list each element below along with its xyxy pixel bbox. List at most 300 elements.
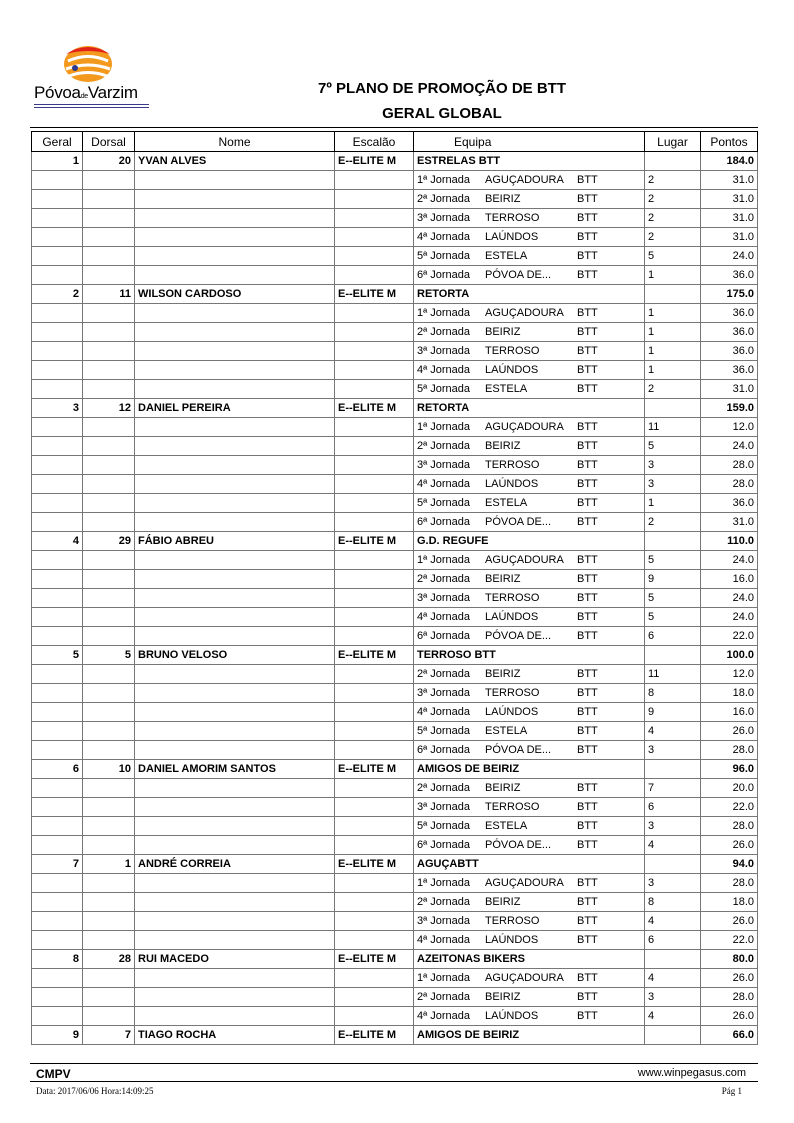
- cell-equipa: RETORTA: [414, 285, 645, 304]
- stage-modality: BTT: [577, 478, 598, 490]
- cell-geral: [32, 665, 83, 684]
- cell-stage: [414, 912, 645, 931]
- cell-pontos: 28.0: [701, 741, 758, 760]
- cell-pontos: 31.0: [701, 513, 758, 532]
- cell-equipa: AGUÇABTT: [414, 855, 645, 874]
- cell-geral: [32, 608, 83, 627]
- cell-geral: 8: [32, 950, 83, 969]
- cell-geral: [32, 342, 83, 361]
- stage-modality: BTT: [577, 554, 598, 566]
- cell-nome: [135, 665, 335, 684]
- cell-stage: [414, 266, 645, 285]
- cell-stage: [414, 361, 645, 380]
- cell-stage: [414, 190, 645, 209]
- cell-pontos: 24.0: [701, 589, 758, 608]
- table-row-rider: [32, 1026, 758, 1045]
- cell-geral: [32, 171, 83, 190]
- cell-nome: [135, 836, 335, 855]
- cell-stage: [414, 969, 645, 988]
- cell-dorsal: [83, 551, 135, 570]
- cell-pontos: 24.0: [701, 247, 758, 266]
- cell-stage: [414, 817, 645, 836]
- footer-divider-2: [30, 1081, 758, 1082]
- stage-jornada: 3ª Jornada: [417, 687, 470, 699]
- footer-divider: [30, 1063, 758, 1064]
- cell-geral: [32, 228, 83, 247]
- cell-lugar: [645, 285, 701, 304]
- table-row-stage: [32, 969, 758, 988]
- cell-pontos: 24.0: [701, 551, 758, 570]
- cell-escalao: [335, 969, 414, 988]
- cell-nome: [135, 418, 335, 437]
- cell-nome: [135, 874, 335, 893]
- cell-lugar: 6: [645, 931, 701, 950]
- cell-escalao: E--ELITE M: [335, 152, 414, 171]
- stage-jornada: 4ª Jornada: [417, 364, 470, 376]
- stage-modality: BTT: [577, 459, 598, 471]
- cell-stage: [414, 494, 645, 513]
- stage-local: ESTELA: [485, 725, 528, 737]
- stage-modality: BTT: [577, 174, 598, 186]
- table-row-stage: [32, 893, 758, 912]
- cell-pontos: 36.0: [701, 304, 758, 323]
- cell-lugar: 5: [645, 608, 701, 627]
- cell-stage: [414, 703, 645, 722]
- cell-stage: [414, 380, 645, 399]
- cell-dorsal: [83, 171, 135, 190]
- stage-jornada: 6ª Jornada: [417, 744, 470, 756]
- cell-stage: [414, 437, 645, 456]
- cell-escalao: [335, 741, 414, 760]
- cell-lugar: 8: [645, 893, 701, 912]
- cell-dorsal: [83, 988, 135, 1007]
- cell-lugar: 5: [645, 437, 701, 456]
- stage-modality: BTT: [577, 364, 598, 376]
- stage-local: PÓVOA DE...: [485, 744, 552, 756]
- cell-geral: [32, 988, 83, 1007]
- cell-lugar: 4: [645, 1007, 701, 1026]
- cell-lugar: 6: [645, 798, 701, 817]
- cell-lugar: 2: [645, 190, 701, 209]
- table-row-stage: [32, 931, 758, 950]
- cell-stage: [414, 684, 645, 703]
- stage-local: LAÚNDOS: [485, 1010, 539, 1022]
- cell-lugar: 1: [645, 494, 701, 513]
- cell-escalao: [335, 893, 414, 912]
- cell-stage: [414, 342, 645, 361]
- cell-dorsal: [83, 608, 135, 627]
- stage-local: PÓVOA DE...: [485, 839, 552, 851]
- cell-lugar: 2: [645, 380, 701, 399]
- cell-stage: [414, 589, 645, 608]
- cell-geral: [32, 798, 83, 817]
- table-row-rider: [32, 950, 758, 969]
- cell-pontos: 28.0: [701, 874, 758, 893]
- stage-jornada: 3ª Jornada: [417, 212, 470, 224]
- col-header-dorsal: Dorsal: [83, 132, 135, 152]
- cell-escalao: E--ELITE M: [335, 855, 414, 874]
- table-row-stage: [32, 380, 758, 399]
- stage-local: TERROSO: [485, 801, 540, 813]
- cell-geral: [32, 361, 83, 380]
- cell-lugar: 4: [645, 912, 701, 931]
- table-row-stage: [32, 171, 758, 190]
- cell-stage: [414, 171, 645, 190]
- table-row-rider: [32, 760, 758, 779]
- table-row-stage: [32, 437, 758, 456]
- cell-lugar: [645, 399, 701, 418]
- cell-geral: 9: [32, 1026, 83, 1045]
- cell-geral: [32, 323, 83, 342]
- stage-jornada: 5ª Jornada: [417, 383, 470, 395]
- stage-jornada: 1ª Jornada: [417, 972, 470, 984]
- table-header-row: [32, 132, 758, 152]
- table-row-stage: [32, 323, 758, 342]
- cell-escalao: [335, 266, 414, 285]
- stage-jornada: 1ª Jornada: [417, 174, 470, 186]
- cell-geral: [32, 893, 83, 912]
- stage-local: BEIRIZ: [485, 991, 521, 1003]
- cell-nome: [135, 798, 335, 817]
- cell-pontos: 16.0: [701, 703, 758, 722]
- cell-dorsal: [83, 190, 135, 209]
- cell-stage: [414, 627, 645, 646]
- stage-modality: BTT: [577, 915, 598, 927]
- table-row-rider: [32, 399, 758, 418]
- povoa-de-varzim-logo: [30, 42, 154, 114]
- cell-pontos: 94.0: [701, 855, 758, 874]
- stage-modality: BTT: [577, 934, 598, 946]
- stage-local: TERROSO: [485, 687, 540, 699]
- cell-pontos: 22.0: [701, 931, 758, 950]
- cell-nome: [135, 323, 335, 342]
- cell-geral: [32, 969, 83, 988]
- stage-local: TERROSO: [485, 212, 540, 224]
- cell-lugar: 9: [645, 703, 701, 722]
- table-row-stage: [32, 722, 758, 741]
- cell-equipa: ESTRELAS BTT: [414, 152, 645, 171]
- cell-escalao: [335, 247, 414, 266]
- cell-pontos: 18.0: [701, 684, 758, 703]
- cell-escalao: [335, 684, 414, 703]
- cell-escalao: E--ELITE M: [335, 1026, 414, 1045]
- cell-lugar: 11: [645, 418, 701, 437]
- stage-jornada: 1ª Jornada: [417, 554, 470, 566]
- cell-pontos: 184.0: [701, 152, 758, 171]
- cell-nome: [135, 513, 335, 532]
- cell-geral: [32, 304, 83, 323]
- cell-escalao: [335, 437, 414, 456]
- cell-escalao: E--ELITE M: [335, 399, 414, 418]
- table-row-stage: [32, 589, 758, 608]
- cell-nome: BRUNO VELOSO: [135, 646, 335, 665]
- cell-pontos: 16.0: [701, 570, 758, 589]
- stage-jornada: 5ª Jornada: [417, 725, 470, 737]
- cell-dorsal: 29: [83, 532, 135, 551]
- stage-local: TERROSO: [485, 592, 540, 604]
- cell-nome: [135, 931, 335, 950]
- cell-lugar: 3: [645, 988, 701, 1007]
- cell-pontos: 31.0: [701, 190, 758, 209]
- stage-modality: BTT: [577, 782, 598, 794]
- cell-dorsal: [83, 228, 135, 247]
- cell-dorsal: [83, 342, 135, 361]
- table-row-stage: [32, 304, 758, 323]
- cell-nome: [135, 988, 335, 1007]
- cell-escalao: E--ELITE M: [335, 646, 414, 665]
- cell-equipa: AMIGOS DE BEIRIZ: [414, 760, 645, 779]
- stage-modality: BTT: [577, 706, 598, 718]
- cell-dorsal: 28: [83, 950, 135, 969]
- cell-pontos: 96.0: [701, 760, 758, 779]
- cell-escalao: [335, 513, 414, 532]
- cell-lugar: 2: [645, 513, 701, 532]
- cell-nome: [135, 437, 335, 456]
- table-row-stage: [32, 912, 758, 931]
- cell-nome: [135, 741, 335, 760]
- stage-modality: BTT: [577, 326, 598, 338]
- table-row-stage: [32, 494, 758, 513]
- cell-pontos: 22.0: [701, 798, 758, 817]
- cell-geral: [32, 703, 83, 722]
- cell-geral: [32, 418, 83, 437]
- stage-local: AGUÇADOURA: [485, 307, 564, 319]
- stage-modality: BTT: [577, 440, 598, 452]
- cell-escalao: [335, 874, 414, 893]
- cell-dorsal: [83, 456, 135, 475]
- cell-dorsal: [83, 361, 135, 380]
- cell-nome: [135, 627, 335, 646]
- cell-geral: [32, 779, 83, 798]
- cell-stage: [414, 722, 645, 741]
- stage-modality: BTT: [577, 269, 598, 281]
- cell-geral: [32, 266, 83, 285]
- stage-modality: BTT: [577, 744, 598, 756]
- stage-local: TERROSO: [485, 459, 540, 471]
- cell-equipa: AMIGOS DE BEIRIZ: [414, 1026, 645, 1045]
- cell-lugar: 5: [645, 247, 701, 266]
- cell-dorsal: [83, 817, 135, 836]
- table-row-stage: [32, 570, 758, 589]
- stage-modality: BTT: [577, 497, 598, 509]
- cell-dorsal: [83, 798, 135, 817]
- cell-dorsal: [83, 665, 135, 684]
- stage-local: BEIRIZ: [485, 326, 521, 338]
- stage-jornada: 6ª Jornada: [417, 516, 470, 528]
- stage-jornada: 6ª Jornada: [417, 269, 470, 281]
- cell-lugar: 8: [645, 684, 701, 703]
- results-table: [31, 131, 758, 1045]
- stage-modality: BTT: [577, 991, 598, 1003]
- cell-pontos: 12.0: [701, 665, 758, 684]
- cell-stage: [414, 874, 645, 893]
- cell-nome: [135, 190, 335, 209]
- cell-stage: [414, 570, 645, 589]
- stage-modality: BTT: [577, 231, 598, 243]
- table-row-stage: [32, 361, 758, 380]
- cell-escalao: [335, 589, 414, 608]
- table-row-stage: [32, 608, 758, 627]
- stage-local: BEIRIZ: [485, 440, 521, 452]
- cell-pontos: 175.0: [701, 285, 758, 304]
- cell-pontos: 28.0: [701, 817, 758, 836]
- cell-geral: 3: [32, 399, 83, 418]
- cell-lugar: 4: [645, 836, 701, 855]
- cell-nome: [135, 304, 335, 323]
- cell-stage: [414, 798, 645, 817]
- stage-local: LAÚNDOS: [485, 706, 539, 718]
- stage-local: ESTELA: [485, 383, 528, 395]
- cell-stage: [414, 209, 645, 228]
- cell-nome: [135, 266, 335, 285]
- cell-geral: [32, 380, 83, 399]
- cell-nome: [135, 171, 335, 190]
- table-row-stage: [32, 475, 758, 494]
- cell-dorsal: [83, 874, 135, 893]
- cell-stage: [414, 893, 645, 912]
- cell-nome: ANDRÉ CORREIA: [135, 855, 335, 874]
- cell-nome: [135, 722, 335, 741]
- cell-escalao: [335, 608, 414, 627]
- cell-dorsal: [83, 380, 135, 399]
- col-header-geral: Geral: [32, 132, 83, 152]
- cell-escalao: [335, 228, 414, 247]
- cell-lugar: [645, 152, 701, 171]
- stage-modality: BTT: [577, 250, 598, 262]
- stage-local: LAÚNDOS: [485, 478, 539, 490]
- cell-dorsal: [83, 684, 135, 703]
- cell-nome: DANIEL AMORIM SANTOS: [135, 760, 335, 779]
- cell-nome: [135, 228, 335, 247]
- stage-jornada: 2ª Jornada: [417, 573, 470, 585]
- table-row-stage: [32, 703, 758, 722]
- cell-lugar: [645, 646, 701, 665]
- page-title: 7º PLANO DE PROMOÇÃO DE BTT: [318, 80, 566, 97]
- cell-escalao: [335, 665, 414, 684]
- cell-escalao: [335, 722, 414, 741]
- stage-jornada: 5ª Jornada: [417, 497, 470, 509]
- stage-jornada: 2ª Jornada: [417, 440, 470, 452]
- cell-pontos: 36.0: [701, 266, 758, 285]
- cell-dorsal: 11: [83, 285, 135, 304]
- cell-escalao: [335, 798, 414, 817]
- cell-dorsal: [83, 494, 135, 513]
- cell-nome: [135, 684, 335, 703]
- stage-jornada: 4ª Jornada: [417, 478, 470, 490]
- cell-dorsal: [83, 513, 135, 532]
- cell-escalao: [335, 323, 414, 342]
- stage-modality: BTT: [577, 801, 598, 813]
- table-row-rider: [32, 285, 758, 304]
- cell-escalao: [335, 912, 414, 931]
- cell-nome: [135, 551, 335, 570]
- stage-local: BEIRIZ: [485, 193, 521, 205]
- cell-stage: [414, 475, 645, 494]
- cell-lugar: 1: [645, 304, 701, 323]
- cell-stage: [414, 931, 645, 950]
- stage-local: AGUÇADOURA: [485, 174, 564, 186]
- stage-local: AGUÇADOURA: [485, 877, 564, 889]
- cell-geral: [32, 589, 83, 608]
- cell-lugar: 2: [645, 228, 701, 247]
- cell-escalao: E--ELITE M: [335, 532, 414, 551]
- cell-escalao: [335, 836, 414, 855]
- table-row-stage: [32, 247, 758, 266]
- table-row-stage: [32, 779, 758, 798]
- cell-lugar: [645, 855, 701, 874]
- cell-nome: WILSON CARDOSO: [135, 285, 335, 304]
- stage-local: LAÚNDOS: [485, 611, 539, 623]
- stage-local: LAÚNDOS: [485, 934, 539, 946]
- cell-nome: [135, 969, 335, 988]
- cell-nome: YVAN ALVES: [135, 152, 335, 171]
- cell-geral: [32, 722, 83, 741]
- stage-local: ESTELA: [485, 820, 528, 832]
- cell-dorsal: [83, 304, 135, 323]
- table-row-stage: [32, 1007, 758, 1026]
- cell-escalao: [335, 380, 414, 399]
- stage-modality: BTT: [577, 592, 598, 604]
- stage-modality: BTT: [577, 307, 598, 319]
- cell-nome: [135, 342, 335, 361]
- cell-dorsal: [83, 893, 135, 912]
- cell-dorsal: [83, 209, 135, 228]
- cell-pontos: 20.0: [701, 779, 758, 798]
- cell-dorsal: [83, 836, 135, 855]
- cell-escalao: [335, 703, 414, 722]
- cell-dorsal: [83, 969, 135, 988]
- cell-geral: [32, 1007, 83, 1026]
- table-row-stage: [32, 513, 758, 532]
- cell-dorsal: 5: [83, 646, 135, 665]
- cell-nome: DANIEL PEREIRA: [135, 399, 335, 418]
- cell-dorsal: [83, 741, 135, 760]
- stage-local: AGUÇADOURA: [485, 554, 564, 566]
- stage-jornada: 3ª Jornada: [417, 592, 470, 604]
- cell-geral: 7: [32, 855, 83, 874]
- cell-nome: [135, 380, 335, 399]
- cell-dorsal: [83, 931, 135, 950]
- cell-pontos: 28.0: [701, 988, 758, 1007]
- cell-geral: [32, 209, 83, 228]
- table-row-stage: [32, 266, 758, 285]
- cell-pontos: 36.0: [701, 342, 758, 361]
- cell-pontos: 26.0: [701, 1007, 758, 1026]
- cell-nome: [135, 912, 335, 931]
- table-row-stage: [32, 551, 758, 570]
- cell-pontos: 31.0: [701, 209, 758, 228]
- stage-jornada: 1ª Jornada: [417, 877, 470, 889]
- stage-local: AGUÇADOURA: [485, 972, 564, 984]
- cell-nome: [135, 475, 335, 494]
- cell-geral: [32, 912, 83, 931]
- table-row-stage: [32, 798, 758, 817]
- cell-pontos: 80.0: [701, 950, 758, 969]
- col-header-nome: Nome: [135, 132, 335, 152]
- cell-escalao: [335, 209, 414, 228]
- cell-geral: [32, 247, 83, 266]
- cell-lugar: [645, 760, 701, 779]
- cell-dorsal: [83, 266, 135, 285]
- footer-date: Data: 2017/06/06 Hora:14:09:25: [36, 1086, 154, 1096]
- stage-modality: BTT: [577, 877, 598, 889]
- stage-jornada: 6ª Jornada: [417, 839, 470, 851]
- cell-nome: [135, 817, 335, 836]
- cell-geral: [32, 684, 83, 703]
- cell-geral: [32, 190, 83, 209]
- cell-stage: [414, 513, 645, 532]
- cell-escalao: [335, 817, 414, 836]
